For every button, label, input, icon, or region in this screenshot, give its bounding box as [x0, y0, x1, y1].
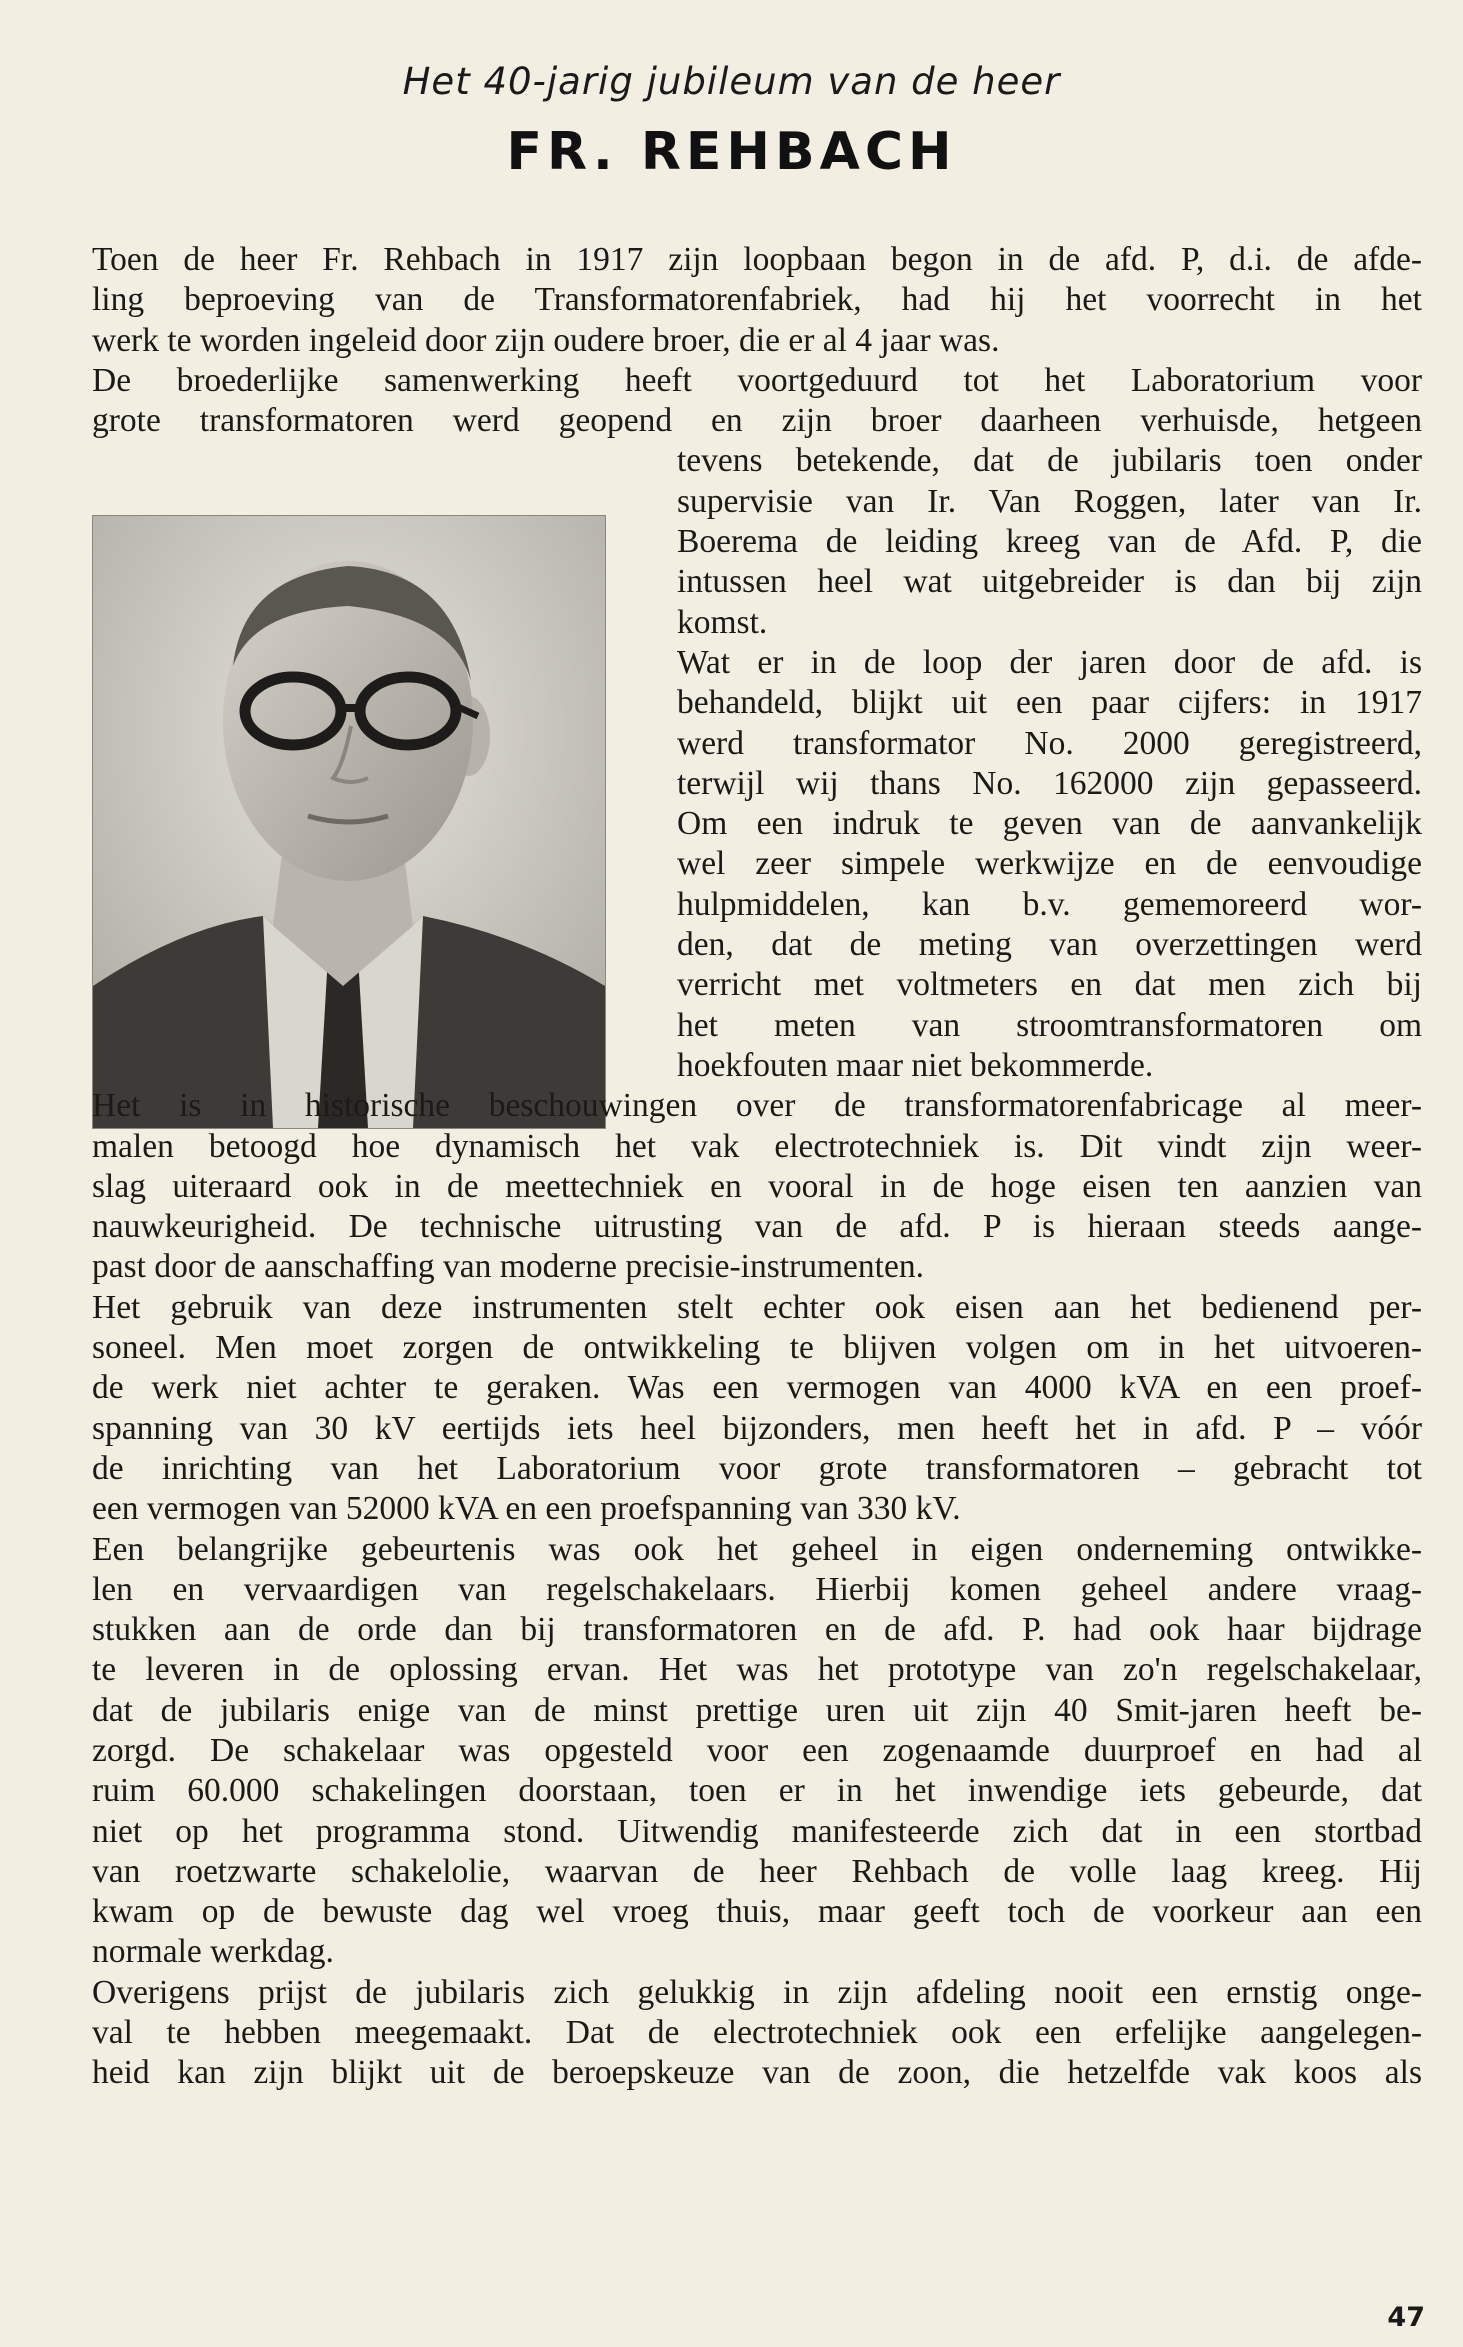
paragraph-7 [92, 1973, 1422, 2094]
text-line: zorgd. De schakelaar was opgesteld voor een zogenaamde duurproef en had al [92, 1731, 1422, 1769]
text-line: heid kan zijn blijkt uit de beroepskeuze van de zoon, die hetzelfde vak koos als [92, 2054, 1422, 2092]
text-line: nauwkeurigheid. De technische uitrusting van de afd. P is hieraan steeds aange- [92, 1208, 1422, 1246]
text-line: Het is in historische beschouwingen over de transformatorenfabricage al meer- [92, 1087, 1422, 1125]
text-line: Boerema de leiding kreeg van de Afd. P, die [677, 523, 1422, 561]
text-line: past door de aanschaffing van moderne precisie-instrumenten. [92, 1248, 924, 1286]
text-line: kwam op de bewuste dag wel vroeg thuis, maar geeft toch de voorkeur aan een [92, 1893, 1422, 1931]
text-line: Overigens prijst de jubilaris zich gelukkig in zijn afdeling nooit een ernstig onge- [92, 1973, 1422, 2011]
text-line: dat de jubilaris enige van de minst prettige uren uit zijn 40 Smit-jaren heeft be- [92, 1691, 1422, 1729]
article-title: FR. REHBACH [506, 122, 957, 182]
text-line: terwijl wij thans No. 162000 zijn gepasseerd. [677, 764, 1422, 802]
text-line: len en vervaardigen van regelschakelaars. Hierbij komen geheel andere vraag- [92, 1570, 1422, 1608]
text-line: komst. [677, 603, 768, 641]
text-line: een vermogen van 52000 kVA en een proefspanning van 330 kV. [92, 1490, 961, 1528]
article-subtitle: Het 40-jarig jubileum van de heer [402, 60, 1061, 103]
text-line: den, dat de meting van overzettingen werd [677, 926, 1422, 964]
text-line: hulpmiddelen, kan b.v. gememoreerd wor- [677, 885, 1422, 923]
article-body [92, 240, 1422, 2094]
text-line: Wat er in de loop der jaren door de afd. is [677, 643, 1422, 681]
text-line: verricht met voltmeters en dat men zich bij [677, 966, 1422, 1004]
text-line: de inrichting van het Laboratorium voor grote transformatoren – gebracht tot [92, 1449, 1422, 1487]
text-line: Het gebruik van deze instrumenten stelt echter ook eisen aan het bedienend per- [92, 1288, 1422, 1326]
text-line: Toen de heer Fr. Rehbach in 1917 zijn loopbaan begon in de afd. P, d.i. de afde- [92, 241, 1422, 278]
text-line: niet op het programma stond. Uitwendig manifesteerde zich dat in een stortbad [92, 1812, 1422, 1850]
paragraph-5 [92, 1288, 1422, 1530]
text-line: ling beproeving van de Transformatorenfabriek, had hij het voorrecht in het [92, 281, 1422, 319]
page-number: 47 [1387, 2302, 1425, 2333]
text-line: wel zeer simpele werkwijze en de eenvoudige [677, 845, 1422, 883]
paragraph-2 [92, 361, 1422, 643]
text-line: intussen heel wat uitgebreider is dan bij zijn [677, 563, 1422, 601]
wrapped-text-block [677, 441, 1422, 642]
paragraph-1 [92, 240, 1422, 361]
text-line: tevens betekende, dat de jubilaris toen onder [677, 442, 1422, 480]
paragraph-4 [92, 1086, 1422, 1287]
text-line: werk te worden ingeleid door zijn oudere broer, die er al 4 jaar was. [92, 321, 1000, 359]
text-line: stukken aan de orde dan bij transformatoren en de afd. P. had ook haar bijdrage [92, 1611, 1422, 1649]
text-line: soneel. Men moet zorgen de ontwikkeling te blijven volgen om in het uitvoeren- [92, 1329, 1422, 1367]
paragraph-6 [92, 1530, 1422, 1973]
text-line: werd transformator No. 2000 geregistreerd, [677, 724, 1422, 762]
text-line: het meten van stroomtransformatoren om [677, 1006, 1422, 1044]
text-line: te leveren in de oplossing ervan. Het was het prototype van zo'n regelschakelaar, [92, 1651, 1422, 1689]
text-line: normale werkdag. [92, 1933, 334, 1971]
text-line: val te hebben meegemaakt. Dat de electrotechniek ook een erfelijke aangelegen- [92, 2014, 1422, 2052]
text-line: de werk niet achter te geraken. Was een vermogen van 4000 kVA en een proef- [92, 1369, 1422, 1407]
text-line: Om een indruk te geven van de aanvankelijk [677, 805, 1422, 843]
text-line: malen betoogd hoe dynamisch het vak electrotechniek is. Dit vindt zijn weer- [92, 1127, 1422, 1165]
text-line: hoekfouten maar niet bekommerde. [677, 1046, 1154, 1084]
text-line: spanning van 30 kV eertijds iets heel bijzonders, men heeft het in afd. P – vóór [92, 1409, 1422, 1447]
text-line: ruim 60.000 schakelingen doorstaan, toen er in het inwendige iets gebeurde, dat [92, 1772, 1422, 1810]
text-line: van roetzwarte schakelolie, waarvan de heer Rehbach de volle laag kreeg. Hij [92, 1852, 1422, 1890]
text-line: De broederlijke samenwerking heeft voortgeduurd tot het Laboratorium voor [92, 361, 1422, 399]
text-line: slag uiteraard ook in de meettechniek en vooral in de hoge eisen ten aanzien van [92, 1167, 1422, 1205]
paragraph-3 [677, 643, 1422, 1086]
text-line: behandeld, blijkt uit een paar cijfers: in 1917 [677, 684, 1422, 722]
text-line: Een belangrijke gebeurtenis was ook het geheel in eigen onderneming ontwikke- [92, 1530, 1422, 1568]
text-line: supervisie van Ir. Van Roggen, later van Ir. [677, 482, 1422, 520]
text-line: grote transformatoren werd geopend en zijn broer daarheen verhuisde, hetgeen [92, 402, 1422, 440]
